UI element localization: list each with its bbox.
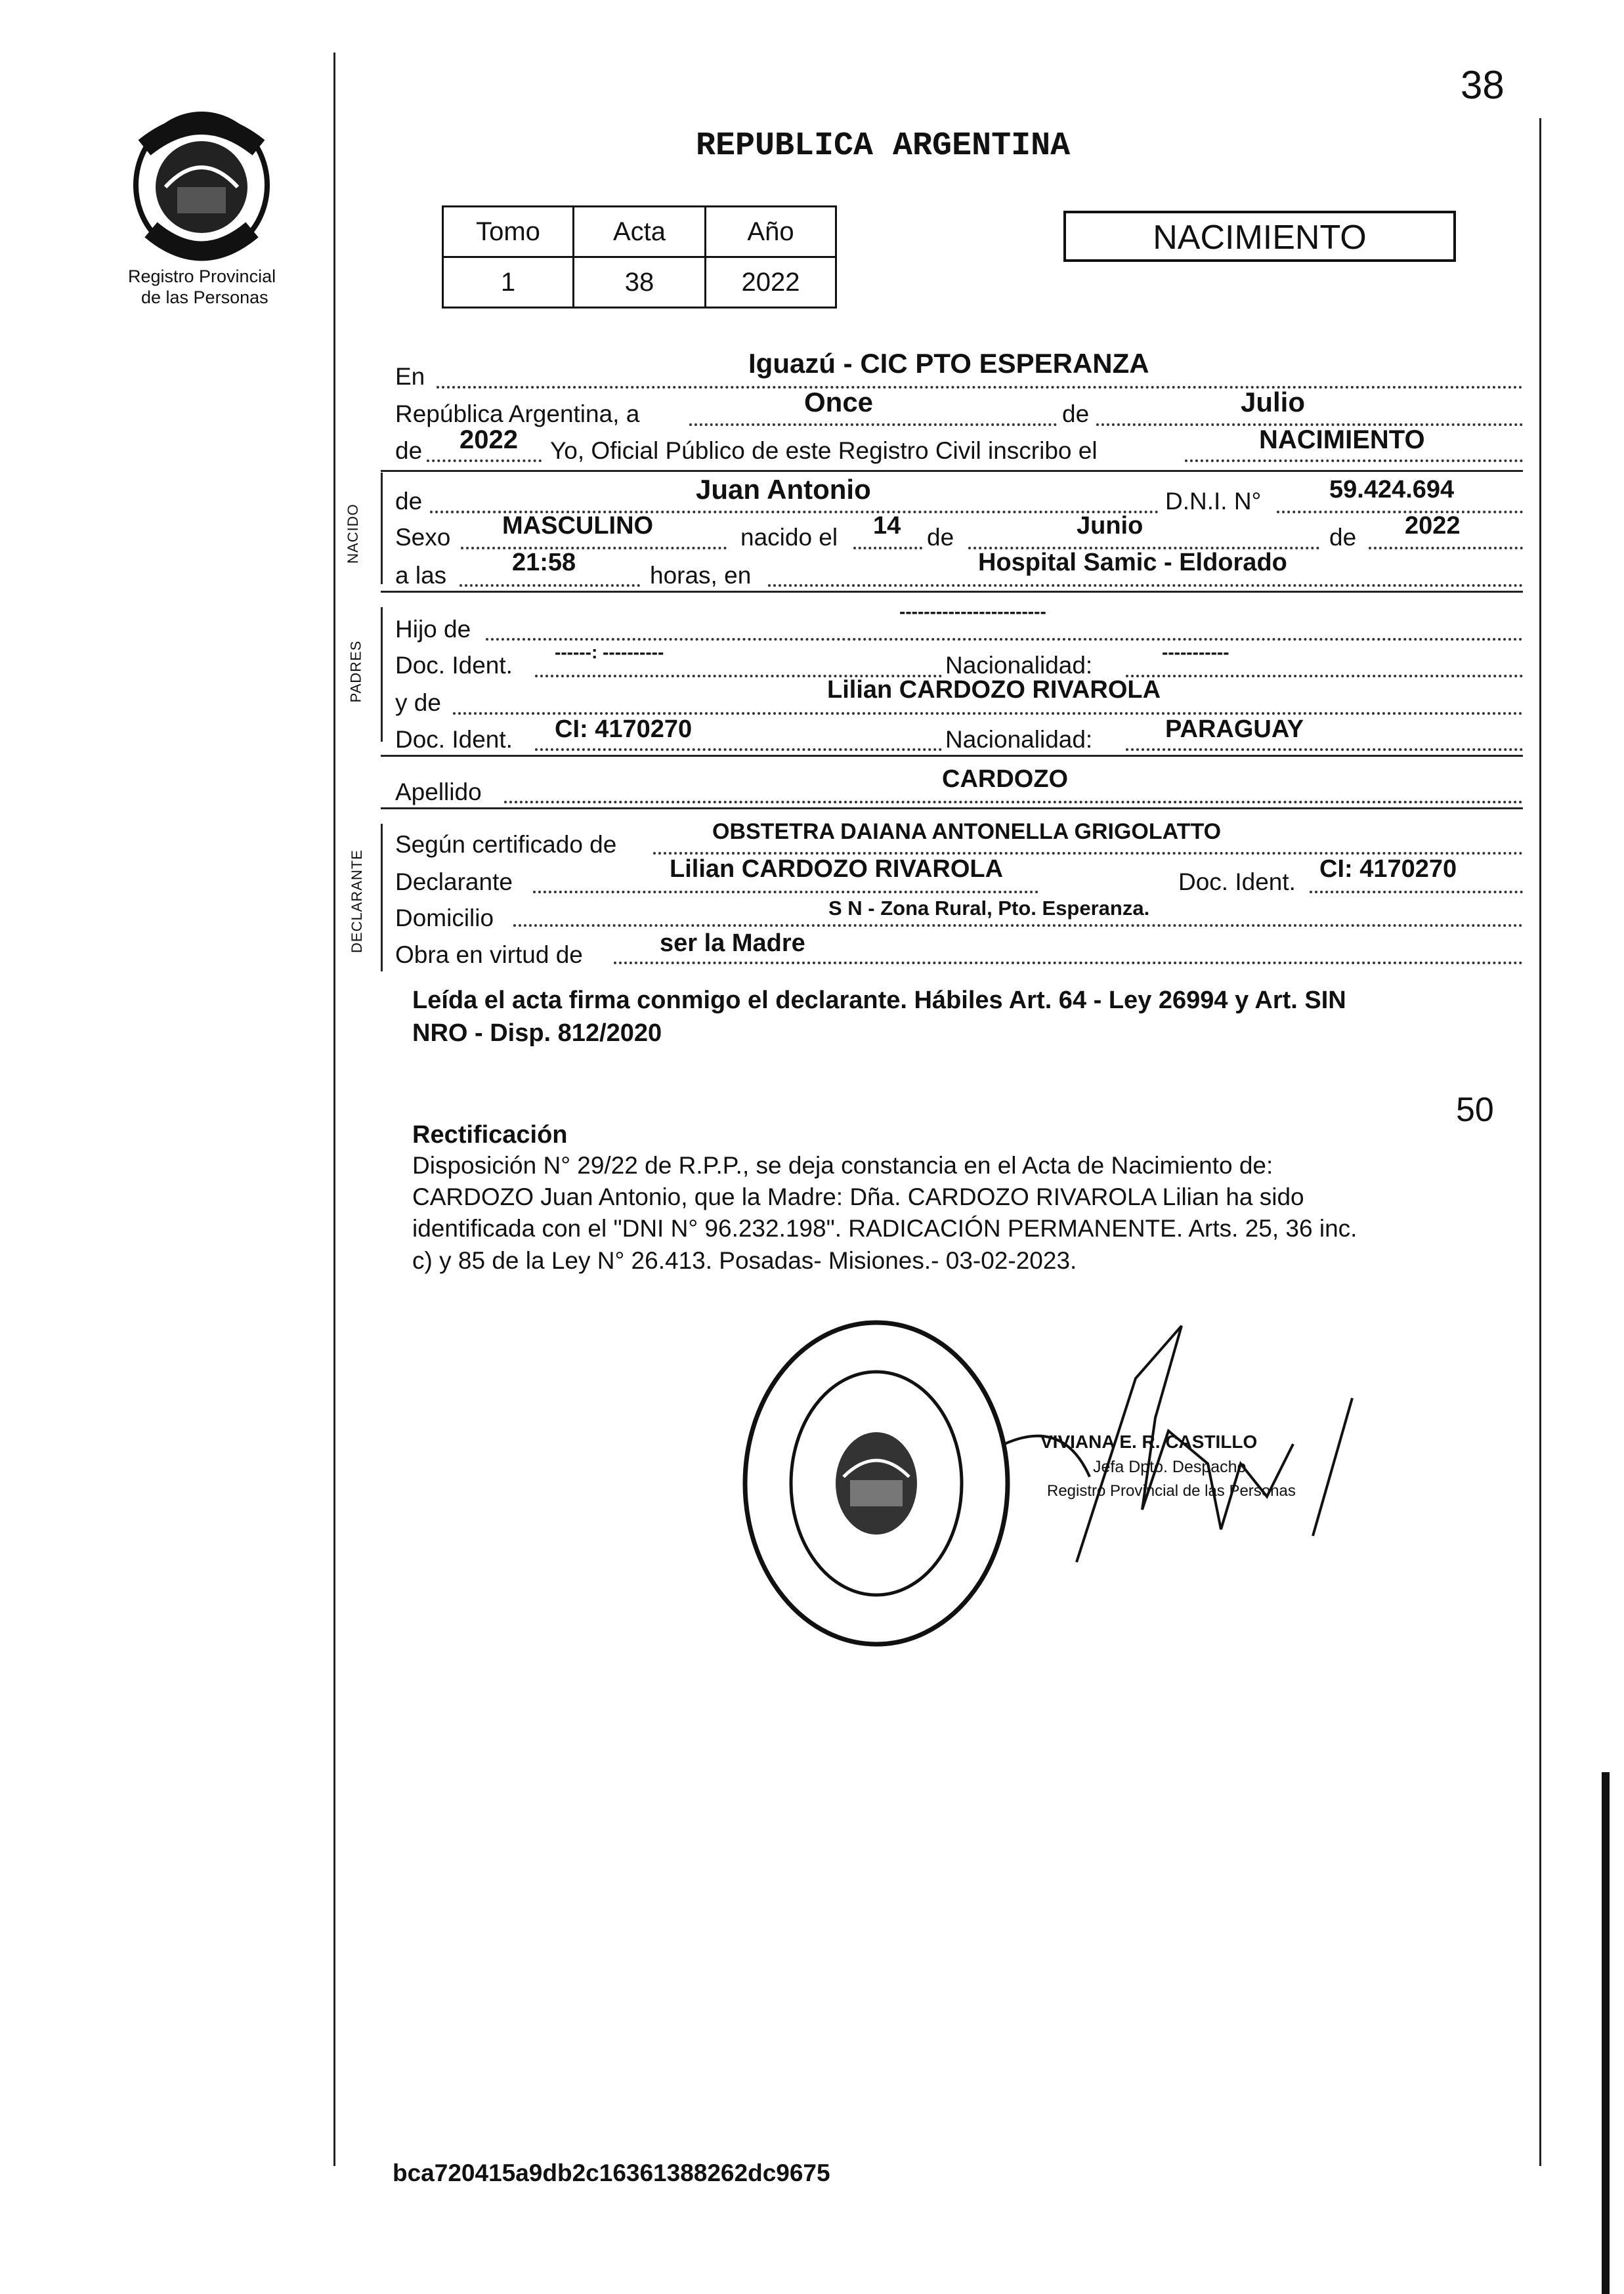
time-dots (459, 584, 640, 587)
de-year-label: de (395, 437, 423, 464)
mother-name: Lilian CARDOZO RIVAROLA (827, 676, 1161, 704)
nacido-el-label: nacido el (740, 524, 838, 551)
mother-nationality: PARAGUAY (1165, 715, 1304, 743)
day-dots (689, 423, 1057, 426)
table-cell-anio: 2022 (706, 257, 836, 308)
table-header-acta: Acta (574, 207, 706, 257)
father-name: ------------------------ (899, 601, 1046, 622)
padres-bar (381, 607, 383, 742)
reading-note-line2: NRO - Disp. 812/2020 (412, 1019, 662, 1047)
domicilio-label: Domicilio (395, 904, 494, 931)
father-nat-dots (1126, 675, 1523, 677)
certificado-value: OBSTETRA DAIANA ANTONELLA GRIGOLATTO (712, 819, 1222, 844)
father-nationality: ----------- (1162, 642, 1229, 662)
registration-day: Once (804, 387, 874, 417)
birth-place-dots (768, 584, 1523, 587)
dni-dots (1277, 511, 1523, 513)
de-label: de (1062, 400, 1090, 427)
act-word: NACIMIENTO (1259, 425, 1425, 454)
mother-nat-dots (1126, 748, 1523, 751)
signature-line2: Jefa Dpto. Despacho (1093, 1458, 1247, 1476)
birth-place: Hospital Samic - Eldorado (978, 549, 1287, 576)
rectificacion-line4: c) y 85 de la Ley N° 26.413. Posadas- Misiones.- 03-02-2023. (412, 1247, 1077, 1274)
registry-name-line2: de las Personas (141, 287, 268, 307)
birth-day-dots (853, 547, 922, 549)
child-sex: MASCULINO (502, 512, 654, 540)
mother-doc-dots (535, 748, 942, 751)
reading-note-line1: Leída el acta firma conmigo el declarante. Hábiles Art. 64 - Ley 26994 y Art. SIN (412, 987, 1346, 1014)
page-number: 38 (1461, 63, 1505, 107)
table-header-tomo: Tomo (443, 207, 574, 257)
en-dots (437, 386, 1523, 389)
apellido-label: Apellido (395, 778, 482, 805)
rectificacion-line1: Disposición N° 29/22 de R.P.P., se deja constancia en el Acta de Nacimiento de: (412, 1152, 1273, 1179)
rectificacion-line2: CARDOZO Juan Antonio, que la Madre: Dña. CARDOZO RIVAROLA Lilian ha sido (412, 1183, 1304, 1210)
registration-year: 2022 (459, 425, 518, 454)
act-type-box (1063, 211, 1456, 262)
a-las-label: a las (395, 562, 447, 589)
mother-dots (453, 712, 1523, 715)
section-label-padres: PADRES (347, 640, 364, 703)
father-nat-label: Nacionalidad: (945, 652, 1093, 679)
registry-name-line1: Registro Provincial (128, 266, 276, 286)
nacido-de-label: de (395, 488, 423, 515)
right-margin-line (1539, 118, 1541, 2166)
birth-time: 21:58 (512, 549, 576, 576)
domicilio-value: S N - Zona Rural, Pto. Esperanza. (828, 897, 1150, 920)
apellido-dots (504, 801, 1523, 803)
dni-label: D.N.I. N° (1165, 488, 1262, 515)
nacido-bar (381, 473, 383, 584)
birth-year: 2022 (1405, 512, 1461, 540)
rectificacion-number: 50 (1456, 1091, 1494, 1129)
sexo-label: Sexo (395, 524, 451, 551)
declarante-doc-dots (1310, 891, 1523, 893)
declarante-dots (533, 891, 1038, 893)
apellido-separator (381, 807, 1523, 809)
obra-label: Obra en virtud de (395, 941, 583, 968)
right-page-edge (1602, 1772, 1610, 2294)
certificado-label: Según certificado de (395, 831, 617, 858)
declarante-doc: CI: 4170270 (1319, 855, 1457, 883)
obra-dots (614, 962, 1523, 964)
table-header-anio: Año (706, 207, 836, 257)
domicilio-dots (513, 924, 1523, 927)
father-dots (486, 638, 1523, 641)
rectificacion-title: Rectificación (412, 1121, 568, 1149)
birth-year-dots (1369, 547, 1523, 549)
section-label-declarante: DECLARANTE (348, 849, 365, 953)
country-title: REPUBLICA ARGENTINA (696, 127, 1071, 165)
nacido-separator (381, 591, 1523, 593)
declarante-doc-label: Doc. Ident. (1178, 868, 1296, 895)
hijo-de-label: Hijo de (395, 616, 471, 643)
birth-de-label-2: de (1329, 524, 1357, 551)
birth-de-label: de (927, 524, 954, 551)
declarante-bar (381, 824, 383, 971)
y-de-label: y de (395, 689, 441, 716)
mother-doc: CI: 4170270 (555, 715, 693, 743)
apellido-value: CARDOZO (942, 765, 1069, 793)
left-margin-line (333, 53, 335, 2166)
padres-separator (381, 755, 1523, 757)
provincial-seal-logo (125, 108, 279, 263)
year-dots (427, 459, 542, 462)
place-of-registration: Iguazú - CIC PTO ESPERANZA (748, 348, 1149, 379)
en-label: En (395, 363, 425, 390)
declarante-label: Declarante (395, 868, 513, 895)
republica-label: República Argentina, a (395, 400, 640, 427)
father-doc-label: Doc. Ident. (395, 652, 513, 679)
table-cell-acta: 38 (574, 257, 706, 308)
rectificacion-line3: identificada con el "DNI N° 96.232.198". RADICACIÓN PERMANENTE. Arts. 25, 36 inc. (412, 1215, 1357, 1242)
declarante-name: Lilian CARDOZO RIVAROLA (670, 855, 1004, 883)
signature-line3: Registro Provincial de las Personas (1047, 1482, 1296, 1500)
mother-doc-label: Doc. Ident. (395, 726, 513, 753)
mother-nat-label: Nacionalidad: (945, 726, 1093, 753)
official-stamp (735, 1313, 1017, 1654)
act-type: NACIMIENTO (1153, 219, 1367, 257)
horas-label: horas, en (650, 562, 752, 589)
section-label-nacido: NACIDO (344, 503, 361, 564)
child-dni: 59.424.694 (1329, 476, 1455, 503)
register-table (442, 205, 837, 308)
birth-month: Junio (1077, 512, 1143, 540)
registration-month: Julio (1241, 387, 1306, 417)
certificado-dots (653, 852, 1523, 855)
father-doc: ------: ---------- (555, 642, 664, 662)
act-word-dots (1185, 459, 1523, 462)
birth-day: 14 (873, 512, 901, 540)
document-hash: bca720415a9db2c16361388262dc9675 (393, 2159, 830, 2186)
yo-label: Yo, Oficial Público de este Registro Civil inscribo el (550, 437, 1098, 464)
intro-separator (381, 470, 1523, 472)
signature-line1: VIVIANA E. R. CASTILLO (1040, 1432, 1258, 1452)
obra-value: ser la Madre (660, 929, 805, 957)
child-name: Juan Antonio (696, 474, 871, 505)
table-cell-tomo: 1 (443, 257, 574, 308)
sexo-dots (461, 547, 727, 549)
